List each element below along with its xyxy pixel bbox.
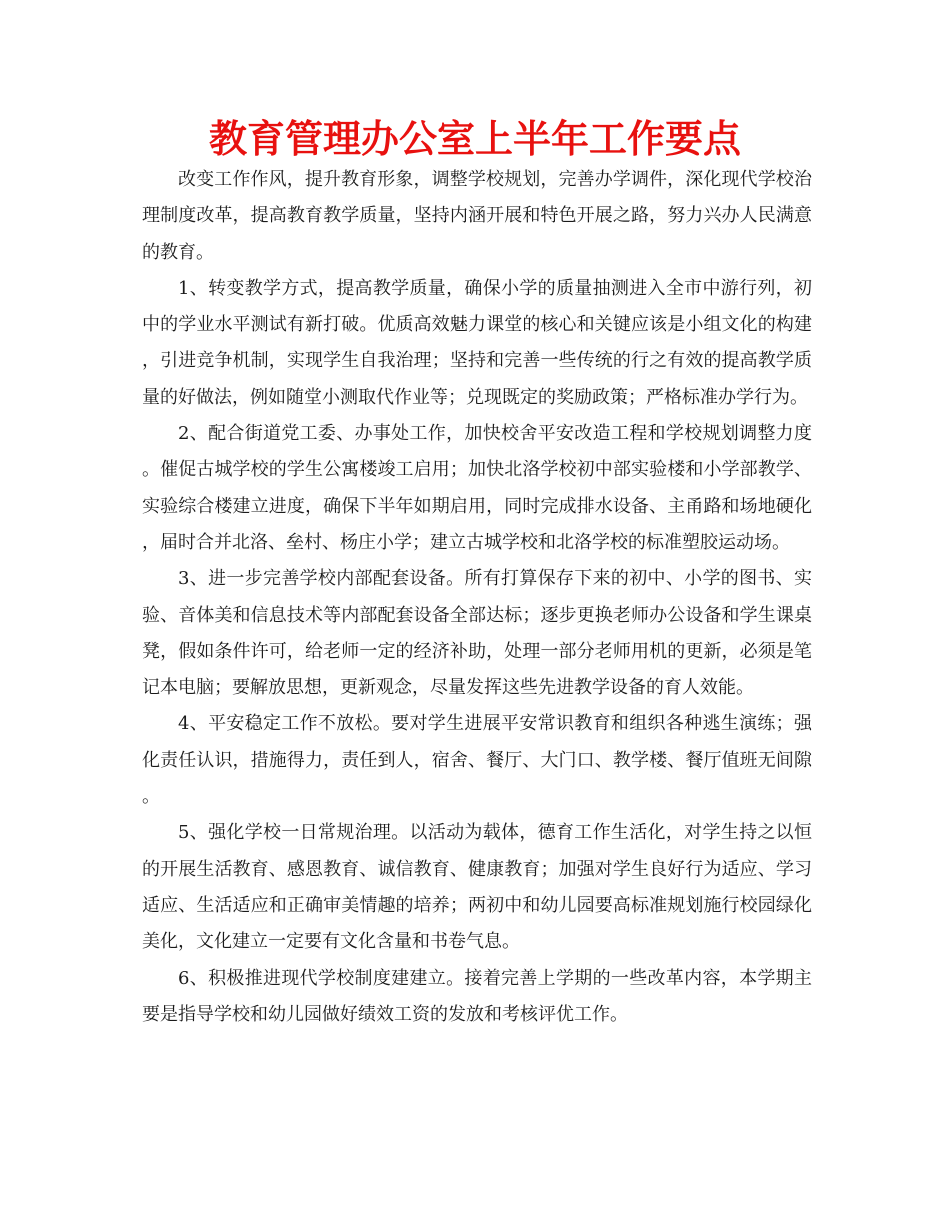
- item-paragraph-4: 4、平安稳定工作不放松。要对学生进展平安常识教育和组织各种逃生演练；强化责任认识，措施得力，责任到人，宿舍、餐厅、大门口、教学楼、餐厅值班无间隙。: [142, 713, 812, 808]
- item-paragraph-3: 3、进一步完善学校内部配套设备。所有打算保存下来的初中、小学的图书、实验、音体美和信息技术等内部配套设备全部达标；逐步更换老师办公设备和学生课桌凳，假如条件许可，给老师一定的经济补助，处理一部分老师用机的更新，必须是笔记本电脑；要解放思想，更新观念，尽量发挥这些先进教学设备的育人效能。: [142, 568, 812, 699]
- document-body: [142, 162, 812, 1033]
- item-paragraph-1: 1、转变教学方式，提高教学质量，确保小学的质量抽测进入全市中游行列，初中的学业水平测试有新打破。优质高效魅力课堂的核心和关键应该是小组文化的构建，引进竞争机制，实现学生自我治理；坚持和完善一些传统的行之有效的提高教学质量的好做法，例如随堂小测取代作业等；兑现既定的奖励政策；严格标准办学行为。: [142, 277, 812, 408]
- item-paragraph-2: 2、配合街道党工委、办事处工作，加快校舍平安改造工程和学校规划调整力度。催促古城学校的学生公寓楼竣工启用；加快北洛学校初中部实验楼和小学部教学、实验综合楼建立进度，确保下半年如期启用，同时完成排水设备、主甬路和场地硬化，届时合并北洛、垒村、杨庄小学；建立古城学校和北洛学校的标准塑胶运动场。: [142, 423, 812, 553]
- item-paragraph-6: 6、积极推进现代学校制度建建立。接着完善上学期的一些改革内容，本学期主要是指导学校和幼儿园做好绩效工资的发放和考核评优工作。: [142, 967, 812, 1025]
- document-title: 教育管理办公室上半年工作要点: [208, 117, 741, 161]
- intro-paragraph: 改变工作作风，提升教育形象，调整学校规划，完善办学调件，深化现代学校治理制度改革，提高教育教学质量，坚持内涵开展和特色开展之路，努力兴办人民满意的教育。: [142, 169, 812, 263]
- item-paragraph-5: 5、强化学校一日常规治理。以活动为载体，德育工作生活化，对学生持之以恒的开展生活教育、感恩教育、诚信教育、健康教育；加强对学生良好行为适应、学习适应、生活适应和正确审美情趣的培养；两初中和幼儿园要高标准规划施行校园绿化美化，文化建立一定要有文化含量和书卷气息。: [142, 822, 812, 953]
